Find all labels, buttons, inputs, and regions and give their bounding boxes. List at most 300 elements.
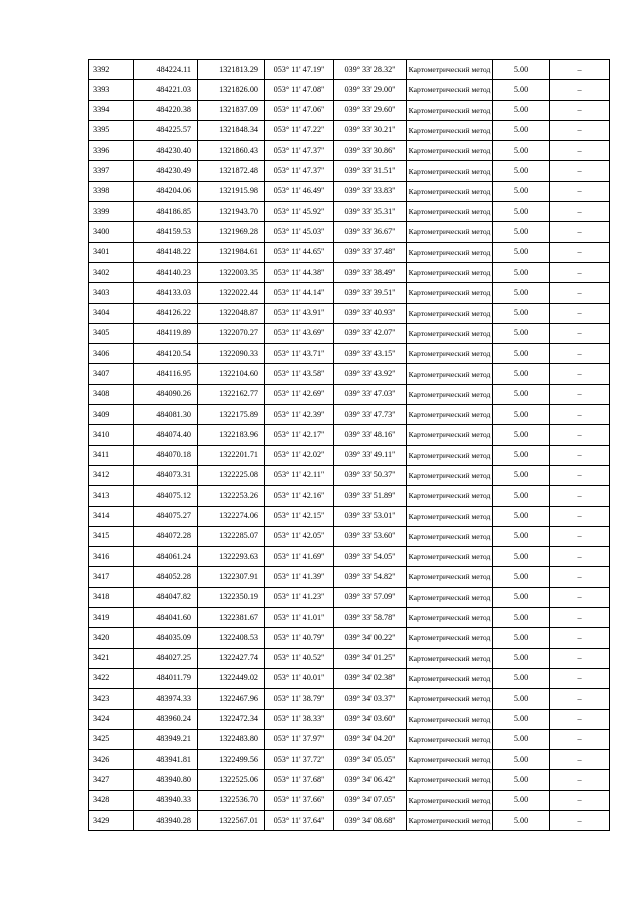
note-cell: – — [550, 750, 610, 770]
longitude-cell: 039° 33' 40.93" — [334, 303, 407, 323]
latitude-cell: 053° 11' 37.66" — [265, 790, 334, 810]
note-cell: – — [550, 770, 610, 790]
point-number-cell: 3416 — [89, 547, 134, 567]
method-cell: Картометрический метод — [407, 770, 493, 790]
point-number-cell: 3408 — [89, 384, 134, 404]
note-cell: – — [550, 262, 610, 282]
table-body — [89, 60, 610, 831]
accuracy-cell: 5.00 — [493, 526, 550, 546]
note-cell: – — [550, 120, 610, 140]
point-number-cell: 3398 — [89, 181, 134, 201]
accuracy-cell: 5.00 — [493, 405, 550, 425]
x-coordinate-cell: 484133.03 — [134, 283, 198, 303]
y-coordinate-cell: 1322285.07 — [198, 526, 265, 546]
note-cell: – — [550, 425, 610, 445]
latitude-cell: 053° 11' 37.97" — [265, 729, 334, 749]
table-row — [89, 689, 610, 709]
method-cell: Картометрический метод — [407, 810, 493, 830]
table-row — [89, 242, 610, 262]
table-row — [89, 384, 610, 404]
table-row — [89, 526, 610, 546]
method-cell: Картометрический метод — [407, 80, 493, 100]
latitude-cell: 053° 11' 44.14" — [265, 283, 334, 303]
longitude-cell: 039° 34' 01.25" — [334, 648, 407, 668]
method-cell: Картометрический метод — [407, 242, 493, 262]
accuracy-cell: 5.00 — [493, 425, 550, 445]
longitude-cell: 039° 33' 31.51" — [334, 161, 407, 181]
latitude-cell: 053° 11' 37.72" — [265, 750, 334, 770]
x-coordinate-cell: 484052.28 — [134, 567, 198, 587]
point-number-cell: 3404 — [89, 303, 134, 323]
x-coordinate-cell: 484075.27 — [134, 506, 198, 526]
latitude-cell: 053° 11' 42.11" — [265, 465, 334, 485]
point-number-cell: 3401 — [89, 242, 134, 262]
method-cell: Картометрический метод — [407, 750, 493, 770]
table-row — [89, 283, 610, 303]
method-cell: Картометрический метод — [407, 526, 493, 546]
point-number-cell: 3409 — [89, 405, 134, 425]
latitude-cell: 053° 11' 42.39" — [265, 405, 334, 425]
latitude-cell: 053° 11' 41.01" — [265, 608, 334, 628]
point-number-cell: 3422 — [89, 668, 134, 688]
longitude-cell: 039° 33' 47.73" — [334, 405, 407, 425]
point-number-cell: 3414 — [89, 506, 134, 526]
table-row — [89, 709, 610, 729]
method-cell: Картометрический метод — [407, 384, 493, 404]
longitude-cell: 039° 33' 38.49" — [334, 262, 407, 282]
longitude-cell: 039° 33' 51.89" — [334, 486, 407, 506]
x-coordinate-cell: 483949.21 — [134, 729, 198, 749]
y-coordinate-cell: 1322408.53 — [198, 628, 265, 648]
x-coordinate-cell: 484035.09 — [134, 628, 198, 648]
y-coordinate-cell: 1322567.01 — [198, 810, 265, 830]
note-cell: – — [550, 628, 610, 648]
point-number-cell: 3417 — [89, 567, 134, 587]
y-coordinate-cell: 1322307.91 — [198, 567, 265, 587]
latitude-cell: 053° 11' 41.39" — [265, 567, 334, 587]
table-row — [89, 445, 610, 465]
accuracy-cell: 5.00 — [493, 364, 550, 384]
accuracy-cell: 5.00 — [493, 262, 550, 282]
x-coordinate-cell: 484027.25 — [134, 648, 198, 668]
longitude-cell: 039° 34' 04.20" — [334, 729, 407, 749]
y-coordinate-cell: 1322090.33 — [198, 344, 265, 364]
y-coordinate-cell: 1322467.96 — [198, 689, 265, 709]
y-coordinate-cell: 1322274.06 — [198, 506, 265, 526]
method-cell: Картометрический метод — [407, 283, 493, 303]
longitude-cell: 039° 34' 03.37" — [334, 689, 407, 709]
method-cell: Картометрический метод — [407, 425, 493, 445]
note-cell: – — [550, 303, 610, 323]
latitude-cell: 053° 11' 42.69" — [265, 384, 334, 404]
longitude-cell: 039° 34' 03.60" — [334, 709, 407, 729]
x-coordinate-cell: 484230.40 — [134, 141, 198, 161]
note-cell: – — [550, 567, 610, 587]
longitude-cell: 039° 34' 06.42" — [334, 770, 407, 790]
accuracy-cell: 5.00 — [493, 587, 550, 607]
method-cell: Картометрический метод — [407, 506, 493, 526]
accuracy-cell: 5.00 — [493, 648, 550, 668]
method-cell: Картометрический метод — [407, 465, 493, 485]
point-number-cell: 3427 — [89, 770, 134, 790]
method-cell: Картометрический метод — [407, 262, 493, 282]
method-cell: Картометрический метод — [407, 445, 493, 465]
y-coordinate-cell: 1321915.98 — [198, 181, 265, 201]
y-coordinate-cell: 1322381.67 — [198, 608, 265, 628]
note-cell: – — [550, 222, 610, 242]
y-coordinate-cell: 1322253.26 — [198, 486, 265, 506]
method-cell: Картометрический метод — [407, 668, 493, 688]
longitude-cell: 039° 34' 00.22" — [334, 628, 407, 648]
point-number-cell: 3419 — [89, 608, 134, 628]
accuracy-cell: 5.00 — [493, 161, 550, 181]
x-coordinate-cell: 484090.26 — [134, 384, 198, 404]
table-row — [89, 60, 610, 80]
note-cell: – — [550, 161, 610, 181]
x-coordinate-cell: 483941.81 — [134, 750, 198, 770]
method-cell: Картометрический метод — [407, 567, 493, 587]
x-coordinate-cell: 484140.23 — [134, 262, 198, 282]
method-cell: Картометрический метод — [407, 608, 493, 628]
latitude-cell: 053° 11' 47.37" — [265, 161, 334, 181]
note-cell: – — [550, 608, 610, 628]
accuracy-cell: 5.00 — [493, 689, 550, 709]
method-cell: Картометрический метод — [407, 161, 493, 181]
point-number-cell: 3402 — [89, 262, 134, 282]
latitude-cell: 053° 11' 42.16" — [265, 486, 334, 506]
point-number-cell: 3420 — [89, 628, 134, 648]
point-number-cell: 3400 — [89, 222, 134, 242]
y-coordinate-cell: 1322183.96 — [198, 425, 265, 445]
y-coordinate-cell: 1322070.27 — [198, 323, 265, 343]
note-cell: – — [550, 648, 610, 668]
latitude-cell: 053° 11' 40.52" — [265, 648, 334, 668]
accuracy-cell: 5.00 — [493, 202, 550, 222]
table-row — [89, 202, 610, 222]
accuracy-cell: 5.00 — [493, 445, 550, 465]
accuracy-cell: 5.00 — [493, 668, 550, 688]
y-coordinate-cell: 1322104.60 — [198, 364, 265, 384]
note-cell: – — [550, 405, 610, 425]
note-cell: – — [550, 100, 610, 120]
table-row — [89, 425, 610, 445]
latitude-cell: 053° 11' 38.79" — [265, 689, 334, 709]
note-cell: – — [550, 242, 610, 262]
x-coordinate-cell: 483940.33 — [134, 790, 198, 810]
longitude-cell: 039° 33' 39.51" — [334, 283, 407, 303]
table-row — [89, 628, 610, 648]
method-cell: Картометрический метод — [407, 303, 493, 323]
y-coordinate-cell: 1321837.09 — [198, 100, 265, 120]
latitude-cell: 053° 11' 45.92" — [265, 202, 334, 222]
point-number-cell: 3412 — [89, 465, 134, 485]
method-cell: Картометрический метод — [407, 790, 493, 810]
accuracy-cell: 5.00 — [493, 344, 550, 364]
x-coordinate-cell: 484224.11 — [134, 60, 198, 80]
point-number-cell: 3394 — [89, 100, 134, 120]
table-row — [89, 141, 610, 161]
x-coordinate-cell: 483960.24 — [134, 709, 198, 729]
latitude-cell: 053° 11' 43.91" — [265, 303, 334, 323]
x-coordinate-cell: 484011.79 — [134, 668, 198, 688]
latitude-cell: 053° 11' 42.15" — [265, 506, 334, 526]
note-cell: – — [550, 486, 610, 506]
x-coordinate-cell: 484041.60 — [134, 608, 198, 628]
longitude-cell: 039° 33' 53.01" — [334, 506, 407, 526]
latitude-cell: 053° 11' 45.03" — [265, 222, 334, 242]
accuracy-cell: 5.00 — [493, 729, 550, 749]
note-cell: – — [550, 547, 610, 567]
point-number-cell: 3399 — [89, 202, 134, 222]
note-cell: – — [550, 344, 610, 364]
table-row — [89, 364, 610, 384]
latitude-cell: 053° 11' 47.22" — [265, 120, 334, 140]
x-coordinate-cell: 484070.18 — [134, 445, 198, 465]
accuracy-cell: 5.00 — [493, 810, 550, 830]
y-coordinate-cell: 1322225.08 — [198, 465, 265, 485]
note-cell: – — [550, 526, 610, 546]
point-number-cell: 3406 — [89, 344, 134, 364]
method-cell: Картометрический метод — [407, 587, 493, 607]
accuracy-cell: 5.00 — [493, 709, 550, 729]
method-cell: Картометрический метод — [407, 648, 493, 668]
longitude-cell: 039° 33' 47.03" — [334, 384, 407, 404]
x-coordinate-cell: 484074.40 — [134, 425, 198, 445]
x-coordinate-cell: 484120.54 — [134, 344, 198, 364]
note-cell: – — [550, 445, 610, 465]
method-cell: Картометрический метод — [407, 729, 493, 749]
longitude-cell: 039° 34' 02.38" — [334, 668, 407, 688]
point-number-cell: 3410 — [89, 425, 134, 445]
accuracy-cell: 5.00 — [493, 567, 550, 587]
y-coordinate-cell: 1321969.28 — [198, 222, 265, 242]
point-number-cell: 3403 — [89, 283, 134, 303]
accuracy-cell: 5.00 — [493, 222, 550, 242]
y-coordinate-cell: 1322003.35 — [198, 262, 265, 282]
note-cell: – — [550, 668, 610, 688]
latitude-cell: 053° 11' 47.19" — [265, 60, 334, 80]
note-cell: – — [550, 80, 610, 100]
method-cell: Картометрический метод — [407, 202, 493, 222]
longitude-cell: 039° 33' 57.09" — [334, 587, 407, 607]
longitude-cell: 039° 33' 43.15" — [334, 344, 407, 364]
accuracy-cell: 5.00 — [493, 323, 550, 343]
y-coordinate-cell: 1322427.74 — [198, 648, 265, 668]
latitude-cell: 053° 11' 46.49" — [265, 181, 334, 201]
accuracy-cell: 5.00 — [493, 120, 550, 140]
point-number-cell: 3396 — [89, 141, 134, 161]
longitude-cell: 039° 33' 33.83" — [334, 181, 407, 201]
note-cell: – — [550, 729, 610, 749]
longitude-cell: 039° 33' 50.37" — [334, 465, 407, 485]
accuracy-cell: 5.00 — [493, 486, 550, 506]
longitude-cell: 039° 33' 30.21" — [334, 120, 407, 140]
method-cell: Картометрический метод — [407, 60, 493, 80]
latitude-cell: 053° 11' 43.58" — [265, 364, 334, 384]
longitude-cell: 039° 33' 29.00" — [334, 80, 407, 100]
note-cell: – — [550, 810, 610, 830]
longitude-cell: 039° 33' 54.05" — [334, 547, 407, 567]
note-cell: – — [550, 709, 610, 729]
y-coordinate-cell: 1321848.34 — [198, 120, 265, 140]
accuracy-cell: 5.00 — [493, 547, 550, 567]
x-coordinate-cell: 484126.22 — [134, 303, 198, 323]
accuracy-cell: 5.00 — [493, 465, 550, 485]
x-coordinate-cell: 484220.38 — [134, 100, 198, 120]
point-number-cell: 3393 — [89, 80, 134, 100]
y-coordinate-cell: 1322449.02 — [198, 668, 265, 688]
longitude-cell: 039° 34' 05.05" — [334, 750, 407, 770]
y-coordinate-cell: 1322201.71 — [198, 445, 265, 465]
latitude-cell: 053° 11' 42.17" — [265, 425, 334, 445]
point-number-cell: 3426 — [89, 750, 134, 770]
table-row — [89, 303, 610, 323]
note-cell: – — [550, 364, 610, 384]
x-coordinate-cell: 484075.12 — [134, 486, 198, 506]
table-row — [89, 547, 610, 567]
x-coordinate-cell: 484072.28 — [134, 526, 198, 546]
method-cell: Картометрический метод — [407, 344, 493, 364]
y-coordinate-cell: 1322350.19 — [198, 587, 265, 607]
point-number-cell: 3413 — [89, 486, 134, 506]
x-coordinate-cell: 484159.53 — [134, 222, 198, 242]
method-cell: Картометрический метод — [407, 181, 493, 201]
y-coordinate-cell: 1322499.56 — [198, 750, 265, 770]
accuracy-cell: 5.00 — [493, 303, 550, 323]
table-row — [89, 506, 610, 526]
accuracy-cell: 5.00 — [493, 141, 550, 161]
table-row — [89, 181, 610, 201]
method-cell: Картометрический метод — [407, 323, 493, 343]
coordinates-table — [88, 59, 610, 831]
longitude-cell: 039° 33' 42.07" — [334, 323, 407, 343]
point-number-cell: 3421 — [89, 648, 134, 668]
latitude-cell: 053° 11' 37.64" — [265, 810, 334, 830]
table-row — [89, 608, 610, 628]
point-number-cell: 3407 — [89, 364, 134, 384]
y-coordinate-cell: 1322293.63 — [198, 547, 265, 567]
accuracy-cell: 5.00 — [493, 181, 550, 201]
accuracy-cell: 5.00 — [493, 750, 550, 770]
table-row — [89, 668, 610, 688]
table-row — [89, 120, 610, 140]
latitude-cell: 053° 11' 44.38" — [265, 262, 334, 282]
x-coordinate-cell: 484081.30 — [134, 405, 198, 425]
table-row — [89, 161, 610, 181]
latitude-cell: 053° 11' 42.02" — [265, 445, 334, 465]
accuracy-cell: 5.00 — [493, 242, 550, 262]
latitude-cell: 053° 11' 44.65" — [265, 242, 334, 262]
table-row — [89, 587, 610, 607]
latitude-cell: 053° 11' 42.05" — [265, 526, 334, 546]
latitude-cell: 053° 11' 41.23" — [265, 587, 334, 607]
x-coordinate-cell: 484221.03 — [134, 80, 198, 100]
x-coordinate-cell: 484116.95 — [134, 364, 198, 384]
longitude-cell: 039° 33' 43.92" — [334, 364, 407, 384]
note-cell: – — [550, 465, 610, 485]
method-cell: Картометрический метод — [407, 100, 493, 120]
latitude-cell: 053° 11' 43.69" — [265, 323, 334, 343]
accuracy-cell: 5.00 — [493, 60, 550, 80]
x-coordinate-cell: 484225.57 — [134, 120, 198, 140]
x-coordinate-cell: 484119.89 — [134, 323, 198, 343]
method-cell: Картометрический метод — [407, 486, 493, 506]
y-coordinate-cell: 1321860.43 — [198, 141, 265, 161]
table-row — [89, 405, 610, 425]
latitude-cell: 053° 11' 40.01" — [265, 668, 334, 688]
method-cell: Картометрический метод — [407, 547, 493, 567]
x-coordinate-cell: 484061.24 — [134, 547, 198, 567]
note-cell: – — [550, 587, 610, 607]
accuracy-cell: 5.00 — [493, 770, 550, 790]
accuracy-cell: 5.00 — [493, 384, 550, 404]
note-cell: – — [550, 506, 610, 526]
table-row — [89, 810, 610, 830]
table-row — [89, 770, 610, 790]
point-number-cell: 3429 — [89, 810, 134, 830]
table-row — [89, 344, 610, 364]
latitude-cell: 053° 11' 43.71" — [265, 344, 334, 364]
accuracy-cell: 5.00 — [493, 283, 550, 303]
point-number-cell: 3415 — [89, 526, 134, 546]
note-cell: – — [550, 790, 610, 810]
note-cell: – — [550, 202, 610, 222]
table-row — [89, 80, 610, 100]
y-coordinate-cell: 1321943.70 — [198, 202, 265, 222]
accuracy-cell: 5.00 — [493, 100, 550, 120]
point-number-cell: 3423 — [89, 689, 134, 709]
x-coordinate-cell: 484073.31 — [134, 465, 198, 485]
y-coordinate-cell: 1321813.29 — [198, 60, 265, 80]
y-coordinate-cell: 1322022.44 — [198, 283, 265, 303]
table-row — [89, 100, 610, 120]
table-row — [89, 222, 610, 242]
x-coordinate-cell: 483940.28 — [134, 810, 198, 830]
method-cell: Картометрический метод — [407, 628, 493, 648]
x-coordinate-cell: 483940.80 — [134, 770, 198, 790]
table-row — [89, 262, 610, 282]
accuracy-cell: 5.00 — [493, 790, 550, 810]
y-coordinate-cell: 1321984.61 — [198, 242, 265, 262]
method-cell: Картометрический метод — [407, 141, 493, 161]
accuracy-cell: 5.00 — [493, 608, 550, 628]
longitude-cell: 039° 33' 29.60" — [334, 100, 407, 120]
point-number-cell: 3392 — [89, 60, 134, 80]
note-cell: – — [550, 283, 610, 303]
method-cell: Картометрический метод — [407, 222, 493, 242]
x-coordinate-cell: 483974.33 — [134, 689, 198, 709]
table-row — [89, 750, 610, 770]
x-coordinate-cell: 484230.49 — [134, 161, 198, 181]
table-row — [89, 465, 610, 485]
method-cell: Картометрический метод — [407, 364, 493, 384]
y-coordinate-cell: 1322483.80 — [198, 729, 265, 749]
point-number-cell: 3397 — [89, 161, 134, 181]
longitude-cell: 039° 33' 49.11" — [334, 445, 407, 465]
longitude-cell: 039° 34' 07.05" — [334, 790, 407, 810]
y-coordinate-cell: 1321872.48 — [198, 161, 265, 181]
method-cell: Картометрический метод — [407, 689, 493, 709]
y-coordinate-cell: 1322162.77 — [198, 384, 265, 404]
point-number-cell: 3405 — [89, 323, 134, 343]
latitude-cell: 053° 11' 47.08" — [265, 80, 334, 100]
point-number-cell: 3424 — [89, 709, 134, 729]
latitude-cell: 053° 11' 47.37" — [265, 141, 334, 161]
longitude-cell: 039° 33' 28.32" — [334, 60, 407, 80]
latitude-cell: 053° 11' 41.69" — [265, 547, 334, 567]
method-cell: Картометрический метод — [407, 709, 493, 729]
longitude-cell: 039° 34' 08.68" — [334, 810, 407, 830]
